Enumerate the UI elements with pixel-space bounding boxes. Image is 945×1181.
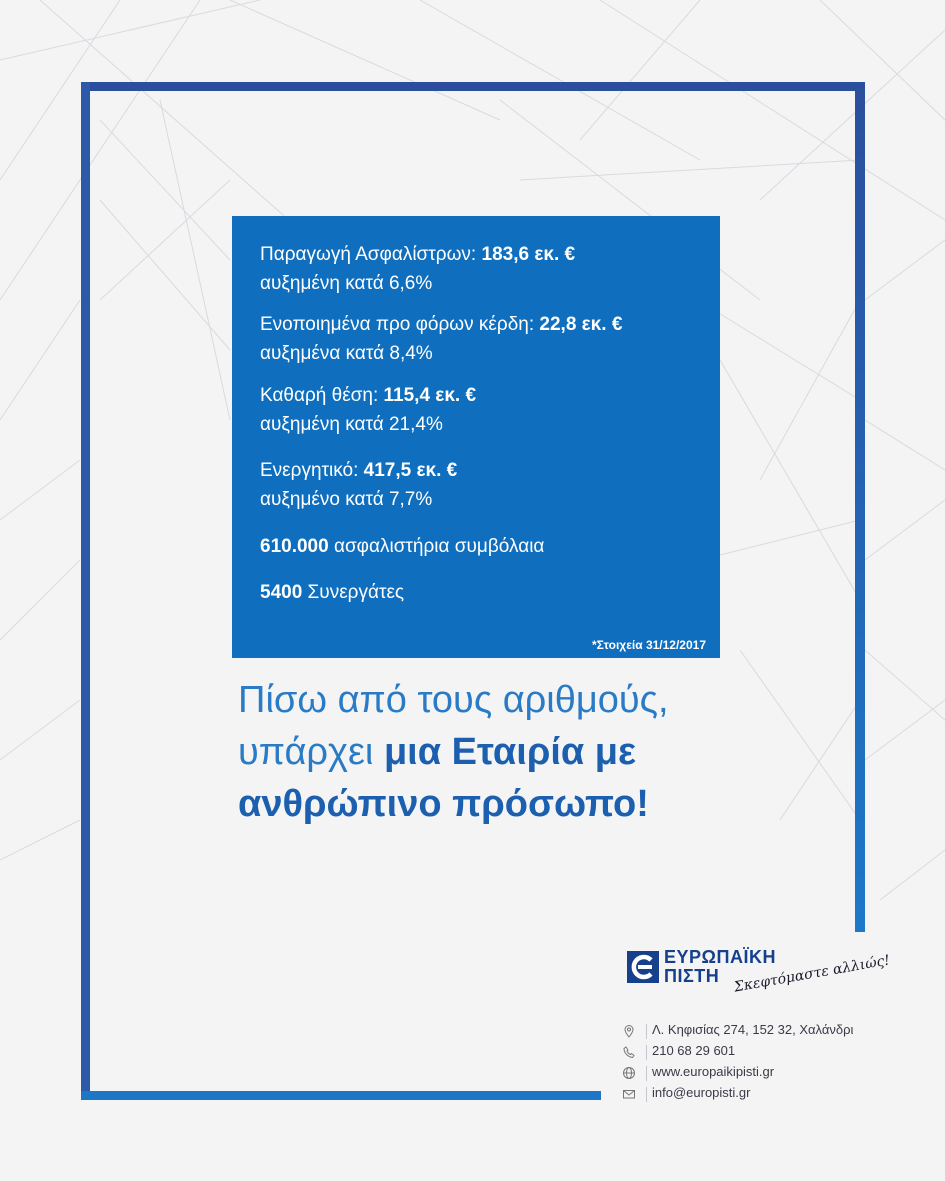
company-logo [627, 947, 892, 998]
contact-divider [646, 1087, 647, 1102]
stat-value: 183,6 εκ. € [481, 244, 576, 265]
location-pin-icon [622, 1024, 636, 1038]
contact-address [622, 1021, 882, 1042]
frame-left-border [81, 82, 90, 1100]
stat-value: 5400 [260, 582, 303, 603]
stat-value: 610.000 [260, 536, 329, 557]
address-text: Λ. Κηφισίας 274, 152 32, Χαλάνδρι [652, 1022, 854, 1037]
stat-net-position [260, 381, 476, 439]
stat-label: Συνεργάτες [302, 582, 405, 603]
headline [238, 674, 669, 830]
stat-label: Παραγωγή Ασφαλίστρων: [260, 244, 482, 265]
stat-value: 115,4 εκ. € [383, 385, 477, 406]
contact-website [622, 1063, 882, 1084]
contact-phone [622, 1042, 882, 1063]
stat-label: Ενεργητικό: [260, 460, 364, 481]
contact-divider [646, 1024, 647, 1039]
headline-line-3: ανθρώπινο πρόσωπο! [238, 783, 649, 825]
frame-right-border [855, 82, 865, 932]
stat-contracts [260, 532, 544, 561]
data-date-footnote: *Στοιχεία 31/12/2017 [591, 638, 706, 652]
headline-line-1: Πίσω από τους αριθμούς, [238, 679, 669, 721]
brand-name-line-2: ΠΙΣΤΗ [664, 966, 720, 986]
email-link[interactable]: info@europisti.gr [652, 1085, 751, 1100]
stat-growth: αυξημένα κατά 8,4% [260, 343, 433, 364]
contact-info [622, 1021, 882, 1105]
frame-top-border [81, 82, 865, 91]
logo-e-mark-icon [627, 951, 659, 983]
stat-label: Καθαρή θέση: [260, 385, 384, 406]
headline-line-2-thin: υπάρχει [238, 731, 384, 773]
stat-label: Ενοποιημένα προ φόρων κέρδη: [260, 314, 540, 335]
stat-assets [260, 456, 457, 514]
phone-icon [622, 1045, 636, 1059]
website-link[interactable]: www.europaikipisti.gr [652, 1064, 775, 1079]
stat-partners [260, 578, 404, 607]
brand-name-line-1: ΕΥΡΩΠΑΪΚΗ [664, 947, 776, 967]
stat-pretax-profit [260, 310, 622, 368]
stat-value: 22,8 εκ. € [539, 314, 623, 335]
contact-divider [646, 1066, 647, 1081]
globe-icon [622, 1066, 636, 1080]
contact-divider [646, 1045, 647, 1060]
stat-premiums [260, 240, 575, 298]
phone-text[interactable]: 210 68 29 601 [652, 1043, 736, 1058]
stat-growth: αυξημένο κατά 7,7% [260, 489, 433, 510]
frame-bottom-border [81, 1091, 601, 1100]
stat-growth: αυξημένη κατά 6,6% [260, 273, 433, 294]
stat-value: 417,5 εκ. € [363, 460, 458, 481]
financial-stats-box [232, 216, 720, 658]
mail-icon [622, 1087, 636, 1101]
brand-slogan: Σκεφτόμαστε αλλιώς! [732, 952, 892, 996]
stat-label: ασφαλιστήρια συμβόλαια [328, 536, 545, 557]
contact-email [622, 1084, 882, 1105]
stat-growth: αυξημένη κατά 21,4% [260, 414, 443, 435]
headline-line-2-bold: μια Εταιρία με [383, 731, 637, 773]
